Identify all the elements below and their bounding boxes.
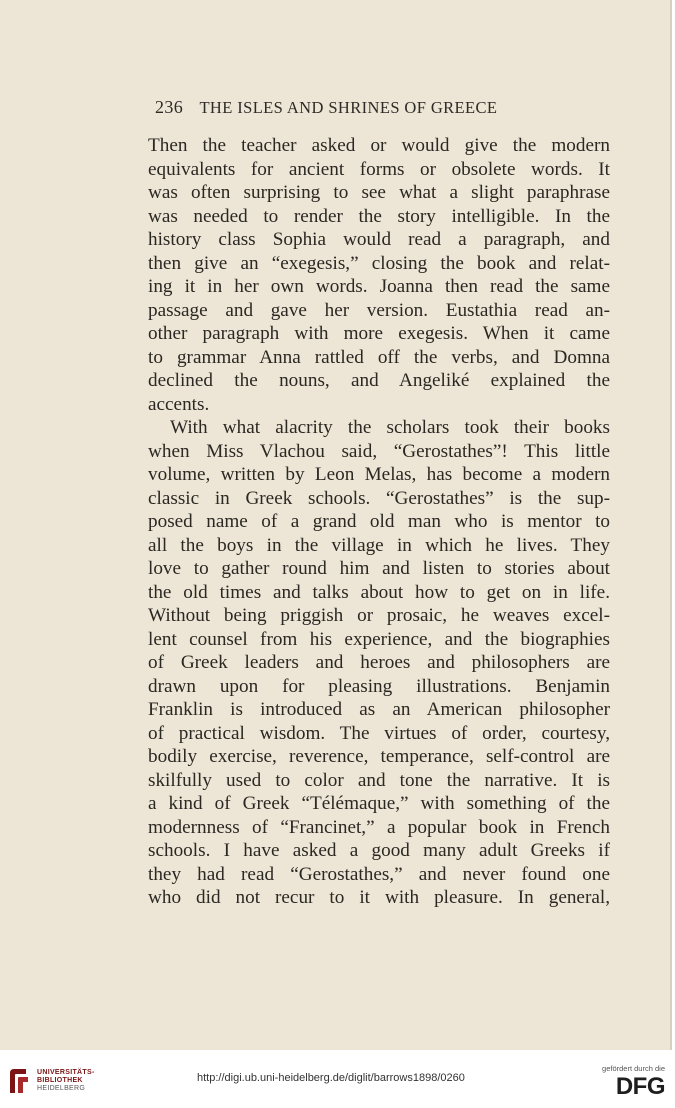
text-line: other paragraph with more exegesis. When it came bbox=[148, 323, 610, 344]
text-line: lent counsel from his experience, and the biographies bbox=[148, 628, 610, 650]
text-line: accents. bbox=[148, 393, 210, 415]
text-line: equivalents for ancient forms or obsolete words. It bbox=[148, 158, 610, 180]
text-line: to grammar Anna rattled off the verbs, and Domna bbox=[148, 346, 610, 368]
text-line: a kind of Greek “Télémaque,” with something of the bbox=[148, 793, 610, 814]
dfg-logo[interactable]: DFG bbox=[615, 1073, 665, 1100]
text-line: drawn upon for pleasing illustrations. Benjamin bbox=[148, 675, 610, 697]
page-number: 236 bbox=[155, 97, 184, 117]
library-name-line: HEIDELBERG bbox=[37, 1085, 86, 1092]
running-head-title: THE ISLES AND SHRINES OF GREECE bbox=[199, 98, 498, 117]
text-line: bodily exercise, reverence, temperance, self-control are bbox=[148, 746, 610, 767]
text-line: of Greek leaders and heroes and philosophers are bbox=[148, 652, 610, 673]
library-crest-icon bbox=[6, 1067, 32, 1095]
text-line: they had read “Gerostathes,” and never found one bbox=[148, 863, 610, 885]
text-line: was often surprising to see what a slight paraphrase bbox=[148, 182, 610, 203]
text-line: ing it in her own words. Joanna then read the same bbox=[148, 276, 610, 297]
library-logo[interactable] bbox=[6, 1067, 95, 1095]
text-line: volume, written by Leon Melas, has become a modern bbox=[148, 464, 610, 485]
text-line: was needed to render the story intelligible. In the bbox=[148, 205, 610, 227]
text-line: modernness of “Francinet,” a popular book in French bbox=[148, 816, 610, 838]
funder-block bbox=[602, 1064, 665, 1100]
text-line: love to gather round him and listen to stories about bbox=[148, 558, 610, 579]
text-line: all the boys in the village in which he lives. They bbox=[148, 534, 610, 556]
text-line: Without being priggish or prosaic, he weaves excel- bbox=[148, 605, 610, 626]
text-line: of practical wisdom. The virtues of order, courtesy, bbox=[148, 722, 610, 744]
paragraph bbox=[148, 134, 610, 416]
text-line: posed name of a grand old man who is mentor to bbox=[148, 511, 610, 532]
text-line: history class Sophia would read a paragraph, and bbox=[148, 229, 610, 250]
text-line: With what alacrity the scholars took their books bbox=[170, 417, 610, 438]
text-line: Then the teacher asked or would give the modern bbox=[148, 135, 610, 156]
text-line: schools. I have asked a good many adult Greeks if bbox=[148, 840, 610, 861]
text-line: when Miss Vlachou said, “Gerostathes”! This little bbox=[148, 440, 610, 462]
text-line: Franklin is introduced as an American philosopher bbox=[148, 699, 610, 720]
text-line: skilfully used to color and tone the narrative. It is bbox=[148, 769, 610, 791]
paragraph bbox=[148, 416, 610, 910]
running-head bbox=[155, 97, 610, 119]
library-name-line: UNIVERSITÄTS- bbox=[37, 1069, 95, 1076]
text-line: classic in Greek schools. “Gerostathes” is the sup- bbox=[148, 487, 610, 509]
text-line: who did not recur to it with pleasure. In general, bbox=[148, 887, 610, 908]
funder-caption: gefördert durch die bbox=[602, 1064, 665, 1073]
text-line: the old times and talks about how to get on in life. bbox=[148, 581, 610, 603]
body-text bbox=[148, 134, 610, 910]
source-url-link[interactable]: http://digi.ub.uni-heidelberg.de/diglit/barrows1898/0260 bbox=[197, 1072, 465, 1084]
text-line: declined the nouns, and Angeliké explained the bbox=[148, 370, 610, 391]
text-line: passage and gave her version. Eustathia read an- bbox=[148, 299, 610, 321]
viewer-footer bbox=[0, 1050, 675, 1108]
text-line: then give an “exegesis,” closing the book and relat- bbox=[148, 252, 610, 274]
library-name-line: BIBLIOTHEK bbox=[37, 1077, 83, 1084]
library-name bbox=[37, 1069, 95, 1093]
